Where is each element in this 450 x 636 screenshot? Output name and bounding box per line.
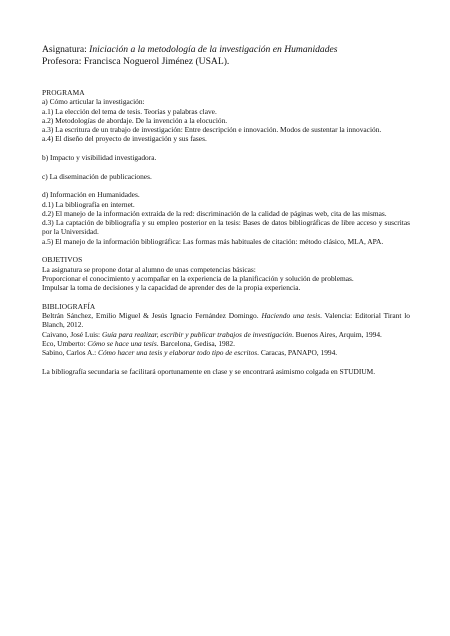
entry-publisher: . Caracas, PANAPO, 1994. [257, 348, 338, 358]
objetivos-line: Proporcionar el conocimiento y acompañar en la experiencia de la planificación y solución de problemas. [42, 273, 354, 283]
bibliography-note: La bibliografía secundaria se facilitará oportunamente en clase y se encontrará asimismo colgada en STUDIUM. [42, 366, 376, 376]
objetivos-line: Impulsar la toma de decisiones y la capacidad de aprender des de la propia experiencia. [42, 283, 301, 293]
bibliography-entry [42, 348, 410, 357]
entry-author: Eco, Umberto: [42, 339, 88, 349]
programa-a-title: a) Cómo articular la investigación: [42, 97, 145, 107]
subject-label: Asignatura: [42, 44, 90, 55]
section-title-bibliografia: BIBLIOGRAFÍA [42, 301, 96, 311]
professor-line: Profesora: Francisca Noguerol Jiménez (USAL). [42, 56, 230, 67]
programa-d-title: d) Información en Humanidades. [42, 190, 140, 200]
bibliography-entry [42, 339, 410, 348]
programa-b: b) Impacto y visibilidad investigadora. [42, 153, 157, 163]
entry-title: Haciendo una tesis [261, 311, 321, 321]
programa-item: d.1) La bibliografía en internet. [42, 199, 135, 209]
entry-title: Cómo se hace una tesis [87, 339, 157, 349]
objetivos-line: La asignatura se propone dotar al alumno de unas competencias básicas: [42, 264, 256, 274]
entry-author: Beltrán Sánchez, Emilio Miguel & Jesús Ignacio Fernández Domingo. [42, 311, 262, 321]
subject-title: Iniciación a la metodología de la investigación en Humanidades [89, 44, 338, 55]
programa-item: a.4) El diseño del proyecto de investigación y sus fases. [42, 134, 207, 144]
entry-publisher: . Valencia: Editorial Tirant lo Blanch, 2012. [42, 311, 411, 330]
entry-author: Caivano, José Luis: [42, 329, 102, 339]
programa-item: d.3) La captación de bibliografía y su empleo posterior en la tesis: Bases de datos bibliográficas de libre acceso y suscritas por la Universidad. [42, 218, 410, 237]
entry-publisher: . Barcelona, Gedisa, 1982. [156, 339, 235, 349]
programa-item: a.3) La escritura de un trabajo de investigación: Entre descripción e innovación. Modos de sustentar la innovación. [42, 125, 382, 135]
entry-author: Sabino, Carlos A.: [42, 348, 99, 358]
entry-title: Guía para realizar, escribir y publicar trabajos de investigación [101, 329, 292, 339]
section-title-programa: PROGRAMA [42, 88, 85, 97]
programa-item: a.1) La elección del tema de tesis. Teorías y palabras clave. [42, 106, 217, 116]
programa-c: c) La diseminación de publicaciones. [42, 171, 152, 181]
bibliography-entry [42, 330, 410, 339]
programa-item: a.2) Metodologías de abordaje. De la invención a la elocución. [42, 115, 228, 125]
bibliography-entry [42, 311, 410, 330]
programa-item: d.2) El manejo de la información extraída de la red: discriminación de la calidad de páginas web, cita de las mismas. [42, 208, 387, 218]
entry-title: Cómo hacer una tesis y elaborar todo tipo de escritos [98, 348, 258, 358]
subject-line [42, 44, 410, 56]
entry-publisher: . Buenos Aires, Arquim, 1994. [291, 329, 382, 339]
section-title-objetivos: OBJETIVOS [42, 255, 83, 265]
programa-item: a.5) El manejo de la información bibliográfica: Las formas más habituales de citación: método clásico, MLA, APA. [42, 236, 384, 246]
document-page [42, 44, 410, 376]
